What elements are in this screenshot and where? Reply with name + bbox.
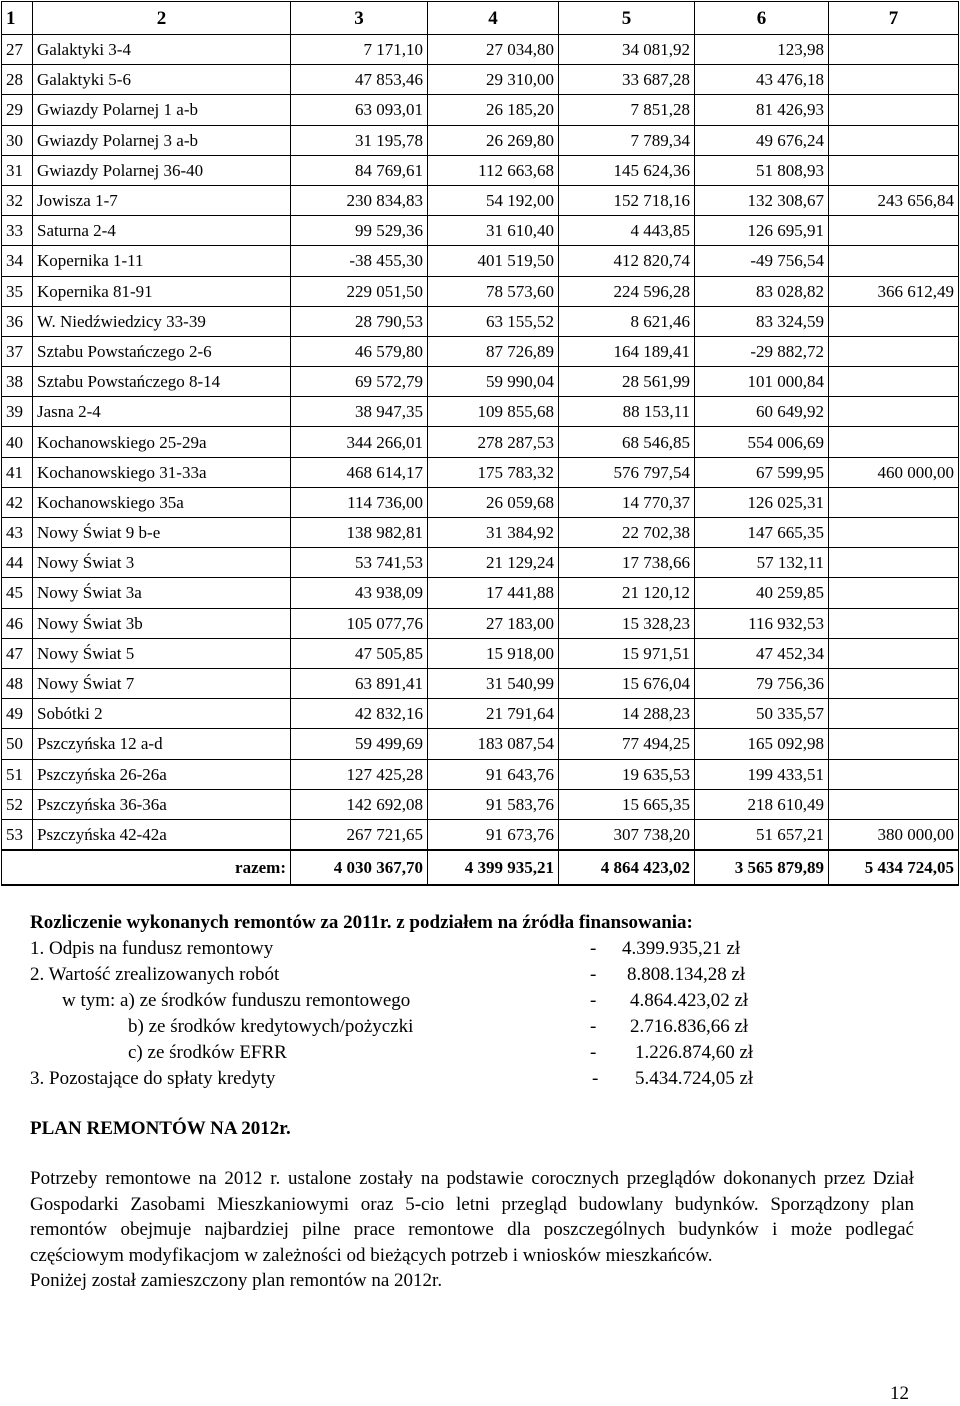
table-row: [2, 457, 959, 487]
amount-cell: [829, 306, 959, 336]
amount-cell: 17 441,88: [428, 578, 559, 608]
amount-cell: [829, 608, 959, 638]
table-row: [2, 608, 959, 638]
table-row: [2, 125, 959, 155]
amount-cell: 59 990,04: [428, 367, 559, 397]
row-number-cell: 34: [2, 246, 33, 276]
amount-cell: 67 599,95: [695, 457, 829, 487]
amount-cell: 28 790,53: [291, 306, 428, 336]
address-cell: Kochanowskiego 25-29a: [33, 427, 291, 457]
address-cell: Gwiazdy Polarnej 36-40: [33, 155, 291, 185]
amount-cell: 14 288,23: [559, 699, 695, 729]
row-number-cell: 45: [2, 578, 33, 608]
amount-cell: 34 081,92: [559, 35, 695, 65]
summary-amount: 4.399.935,21 zł: [622, 938, 741, 959]
summary-line-text: c) ze środków EFRR: [128, 1042, 287, 1063]
table-row: [2, 65, 959, 95]
table-row: [2, 216, 959, 246]
summary-title: Rozliczenie wykonanych remontów za 2011r. z podziałem na źródła finansowania:: [30, 912, 693, 933]
amount-cell: 147 665,35: [695, 518, 829, 548]
amount-cell: 31 610,40: [428, 216, 559, 246]
amount-cell: 63 891,41: [291, 668, 428, 698]
amount-cell: 126 025,31: [695, 487, 829, 517]
address-cell: Nowy Świat 3a: [33, 578, 291, 608]
summary-line: [30, 1014, 930, 1040]
summary-line-text: w tym: a) ze środków funduszu remontowego: [62, 990, 411, 1011]
amount-cell: 40 259,85: [695, 578, 829, 608]
address-cell: Sztabu Powstańczego 8-14: [33, 367, 291, 397]
amount-cell: [829, 518, 959, 548]
amount-cell: [829, 427, 959, 457]
settlement-summary: [30, 910, 930, 1092]
amount-cell: 380 000,00: [829, 819, 959, 850]
amount-cell: 243 656,84: [829, 185, 959, 215]
amount-cell: [829, 216, 959, 246]
address-cell: Gwiazdy Polarnej 1 a-b: [33, 95, 291, 125]
amount-cell: 145 624,36: [559, 155, 695, 185]
amount-cell: [829, 65, 959, 95]
row-number-cell: 39: [2, 397, 33, 427]
amount-cell: 15 665,35: [559, 789, 695, 819]
amount-cell: 79 756,36: [695, 668, 829, 698]
address-cell: Kopernika 81-91: [33, 276, 291, 306]
amount-cell: [829, 578, 959, 608]
table-row: [2, 427, 959, 457]
summary-dash: -: [590, 938, 597, 959]
amount-cell: 69 572,79: [291, 367, 428, 397]
amount-cell: 81 426,93: [695, 95, 829, 125]
address-cell: Galaktyki 3-4: [33, 35, 291, 65]
address-cell: Gwiazdy Polarnej 3 a-b: [33, 125, 291, 155]
amount-cell: 15 918,00: [428, 638, 559, 668]
amount-cell: [829, 638, 959, 668]
amount-cell: -38 455,30: [291, 246, 428, 276]
row-number-cell: 29: [2, 95, 33, 125]
address-cell: Pszczyńska 26-26a: [33, 759, 291, 789]
amount-cell: 401 519,50: [428, 246, 559, 276]
row-number-cell: 40: [2, 427, 33, 457]
amount-cell: 63 155,52: [428, 306, 559, 336]
amount-cell: 38 947,35: [291, 397, 428, 427]
table-row: [2, 246, 959, 276]
summary-line: [30, 988, 930, 1014]
summary-dash: -: [592, 1068, 599, 1089]
address-cell: Jowisza 1-7: [33, 185, 291, 215]
amount-cell: 127 425,28: [291, 759, 428, 789]
total-value: 4 399 935,21: [428, 850, 559, 885]
summary-line: [30, 936, 930, 962]
amount-cell: 21 129,24: [428, 548, 559, 578]
row-number-cell: 32: [2, 185, 33, 215]
address-cell: Saturna 2-4: [33, 216, 291, 246]
amount-cell: -49 756,54: [695, 246, 829, 276]
amount-cell: 19 635,53: [559, 759, 695, 789]
amount-cell: 307 738,20: [559, 819, 695, 850]
amount-cell: 267 721,65: [291, 819, 428, 850]
address-cell: Pszczyńska 42-42a: [33, 819, 291, 850]
address-cell: Pszczyńska 12 a-d: [33, 729, 291, 759]
amount-cell: 33 687,28: [559, 65, 695, 95]
amount-cell: 31 384,92: [428, 518, 559, 548]
amount-cell: 15 676,04: [559, 668, 695, 698]
row-number-cell: 36: [2, 306, 33, 336]
table-row: [2, 578, 959, 608]
amount-cell: 116 932,53: [695, 608, 829, 638]
amount-cell: 576 797,54: [559, 457, 695, 487]
amount-cell: 4 443,85: [559, 216, 695, 246]
repairs-table: [1, 1, 959, 886]
summary-amount: 2.716.836,66 zł: [630, 1016, 749, 1037]
address-cell: Nowy Świat 3b: [33, 608, 291, 638]
amount-cell: [829, 668, 959, 698]
address-cell: Kochanowskiego 31-33a: [33, 457, 291, 487]
amount-cell: 8 621,46: [559, 306, 695, 336]
amount-cell: 114 736,00: [291, 487, 428, 517]
row-number-cell: 46: [2, 608, 33, 638]
total-label: razem:: [33, 850, 291, 885]
table-row: [2, 336, 959, 366]
amount-cell: 165 092,98: [695, 729, 829, 759]
address-cell: Kopernika 1-11: [33, 246, 291, 276]
amount-cell: 50 335,57: [695, 699, 829, 729]
amount-cell: [829, 95, 959, 125]
amount-cell: 460 000,00: [829, 457, 959, 487]
amount-cell: 27 034,80: [428, 35, 559, 65]
amount-cell: 83 028,82: [695, 276, 829, 306]
amount-cell: [829, 789, 959, 819]
amount-cell: 15 971,51: [559, 638, 695, 668]
summary-amount: 5.434.724,05 zł: [635, 1068, 754, 1089]
row-number-cell: 47: [2, 638, 33, 668]
address-cell: Nowy Świat 7: [33, 668, 291, 698]
amount-cell: 224 596,28: [559, 276, 695, 306]
header-cell: 5: [559, 2, 695, 35]
amount-cell: 183 087,54: [428, 729, 559, 759]
table-row: [2, 487, 959, 517]
address-cell: Nowy Świat 3: [33, 548, 291, 578]
amount-cell: 43 476,18: [695, 65, 829, 95]
table-row: [2, 819, 959, 850]
table-row: [2, 95, 959, 125]
row-number-cell: 31: [2, 155, 33, 185]
summary-dash: -: [590, 964, 597, 985]
amount-cell: 54 192,00: [428, 185, 559, 215]
table-row: [2, 759, 959, 789]
amount-cell: 99 529,36: [291, 216, 428, 246]
table-row: [2, 729, 959, 759]
amount-cell: 554 006,69: [695, 427, 829, 457]
row-number-cell: 48: [2, 668, 33, 698]
address-cell: Sobótki 2: [33, 699, 291, 729]
amount-cell: 17 738,66: [559, 548, 695, 578]
row-number-cell: 42: [2, 487, 33, 517]
total-value: 3 565 879,89: [695, 850, 829, 885]
plan-paragraph-note: Poniżej został zamieszczony plan remontów na 2012r.: [30, 1270, 443, 1292]
amount-cell: 142 692,08: [291, 789, 428, 819]
table-row: [2, 306, 959, 336]
amount-cell: 87 726,89: [428, 336, 559, 366]
amount-cell: [829, 125, 959, 155]
amount-cell: 109 855,68: [428, 397, 559, 427]
amount-cell: 51 808,93: [695, 155, 829, 185]
table-row: [2, 185, 959, 215]
amount-cell: 31 195,78: [291, 125, 428, 155]
table-row: [2, 789, 959, 819]
amount-cell: 26 269,80: [428, 125, 559, 155]
address-cell: Jasna 2-4: [33, 397, 291, 427]
table-row: [2, 668, 959, 698]
summary-line-text: b) ze środków kredytowych/pożyczki: [128, 1016, 414, 1037]
summary-amount: 1.226.874,60 zł: [635, 1042, 754, 1063]
header-cell: 4: [428, 2, 559, 35]
amount-cell: 31 540,99: [428, 668, 559, 698]
address-cell: Nowy Świat 5: [33, 638, 291, 668]
amount-cell: 22 702,38: [559, 518, 695, 548]
amount-cell: 91 583,76: [428, 789, 559, 819]
amount-cell: 132 308,67: [695, 185, 829, 215]
amount-cell: 344 266,01: [291, 427, 428, 457]
summary-line-text: 2. Wartość zrealizowanych robót: [30, 964, 280, 985]
summary-amount: 8.808.134,28 zł: [627, 964, 746, 985]
amount-cell: 26 059,68: [428, 487, 559, 517]
header-cell: 1: [2, 2, 33, 35]
address-cell: Pszczyńska 36-36a: [33, 789, 291, 819]
amount-cell: 60 649,92: [695, 397, 829, 427]
header-cell: 7: [829, 2, 959, 35]
amount-cell: 7 789,34: [559, 125, 695, 155]
amount-cell: 105 077,76: [291, 608, 428, 638]
amount-cell: 47 505,85: [291, 638, 428, 668]
amount-cell: 63 093,01: [291, 95, 428, 125]
total-value: 4 030 367,70: [291, 850, 428, 885]
amount-cell: 78 573,60: [428, 276, 559, 306]
amount-cell: 7 171,10: [291, 35, 428, 65]
amount-cell: 21 120,12: [559, 578, 695, 608]
summary-line-text: 3. Pozostające do spłaty kredyty: [30, 1068, 276, 1089]
amount-cell: 43 938,09: [291, 578, 428, 608]
amount-cell: 42 832,16: [291, 699, 428, 729]
amount-cell: 7 851,28: [559, 95, 695, 125]
address-cell: W. Niedźwiedzicy 33-39: [33, 306, 291, 336]
table-row: [2, 276, 959, 306]
amount-cell: 468 614,17: [291, 457, 428, 487]
amount-cell: 47 853,46: [291, 65, 428, 95]
amount-cell: [829, 397, 959, 427]
total-row: [2, 850, 959, 885]
row-number-cell: 38: [2, 367, 33, 397]
amount-cell: 53 741,53: [291, 548, 428, 578]
amount-cell: 366 612,49: [829, 276, 959, 306]
amount-cell: 152 718,16: [559, 185, 695, 215]
plan-paragraph: Potrzeby remontowe na 2012 r. ustalone zostały na podstawie corocznych przeglądów dokonanych przez Dział Gospodarki Zasobami Mieszkaniowymi oraz 5-cio letni przegląd budowlany budynków. Sporządzony plan remontów obejmuje najbardziej pilne prace remontowe dla poszczególnych budynków i może podlegać częściowym modyfikacjom w zależności od bieżących potrzeb i wniosków mieszkańców.: [30, 1168, 914, 1266]
row-number-cell: 27: [2, 35, 33, 65]
amount-cell: [829, 548, 959, 578]
amount-cell: 28 561,99: [559, 367, 695, 397]
row-number-cell: 53: [2, 819, 33, 850]
header-cell: 2: [33, 2, 291, 35]
amount-cell: 229 051,50: [291, 276, 428, 306]
amount-cell: [829, 246, 959, 276]
amount-cell: 84 769,61: [291, 155, 428, 185]
amount-cell: 218 610,49: [695, 789, 829, 819]
amount-cell: 112 663,68: [428, 155, 559, 185]
summary-line-text: 1. Odpis na fundusz remontowy: [30, 938, 274, 959]
table-row: [2, 155, 959, 185]
amount-cell: 27 183,00: [428, 608, 559, 638]
amount-cell: 29 310,00: [428, 65, 559, 95]
page-number: 12: [890, 1383, 909, 1404]
header-cell: 6: [695, 2, 829, 35]
address-cell: Nowy Świat 9 b-e: [33, 518, 291, 548]
address-cell: Sztabu Powstańczego 2-6: [33, 336, 291, 366]
row-number-cell: 41: [2, 457, 33, 487]
row-number-cell: 33: [2, 216, 33, 246]
row-number-cell: 52: [2, 789, 33, 819]
amount-cell: 91 643,76: [428, 759, 559, 789]
row-number-cell: 50: [2, 729, 33, 759]
table-row: [2, 638, 959, 668]
table-row: [2, 699, 959, 729]
summary-dash: -: [590, 990, 597, 1011]
amount-cell: 412 820,74: [559, 246, 695, 276]
amount-cell: 123,98: [695, 35, 829, 65]
table-row: [2, 35, 959, 65]
amount-cell: 15 328,23: [559, 608, 695, 638]
row-number-cell: 44: [2, 548, 33, 578]
summary-dash: -: [590, 1042, 597, 1063]
address-cell: Kochanowskiego 35a: [33, 487, 291, 517]
summary-dash: -: [590, 1016, 597, 1037]
amount-cell: [829, 336, 959, 366]
amount-cell: 230 834,83: [291, 185, 428, 215]
row-number-cell: 35: [2, 276, 33, 306]
address-cell: Galaktyki 5-6: [33, 65, 291, 95]
total-value: 4 864 423,02: [559, 850, 695, 885]
amount-cell: [829, 729, 959, 759]
row-number-cell: 49: [2, 699, 33, 729]
header-cell: 3: [291, 2, 428, 35]
row-number-cell: 30: [2, 125, 33, 155]
amount-cell: 46 579,80: [291, 336, 428, 366]
row-number-cell: 51: [2, 759, 33, 789]
table-header-row: [2, 2, 959, 35]
summary-line: [30, 1066, 930, 1092]
total-value: 5 434 724,05: [829, 850, 959, 885]
amount-cell: 14 770,37: [559, 487, 695, 517]
amount-cell: 88 153,11: [559, 397, 695, 427]
row-number-cell: 37: [2, 336, 33, 366]
amount-cell: 47 452,34: [695, 638, 829, 668]
amount-cell: 278 287,53: [428, 427, 559, 457]
amount-cell: 91 673,76: [428, 819, 559, 850]
amount-cell: [829, 367, 959, 397]
amount-cell: [829, 155, 959, 185]
amount-cell: [829, 759, 959, 789]
amount-cell: -29 882,72: [695, 336, 829, 366]
amount-cell: [829, 487, 959, 517]
plan-title: PLAN REMONTÓW NA 2012r.: [30, 1118, 291, 1139]
row-number-cell: 28: [2, 65, 33, 95]
total-blank-cell: [2, 850, 33, 885]
amount-cell: 51 657,21: [695, 819, 829, 850]
amount-cell: 59 499,69: [291, 729, 428, 759]
summary-line: [30, 962, 930, 988]
summary-line: [30, 1040, 930, 1066]
row-number-cell: 43: [2, 518, 33, 548]
amount-cell: 101 000,84: [695, 367, 829, 397]
amount-cell: 164 189,41: [559, 336, 695, 366]
summary-amount: 4.864.423,02 zł: [630, 990, 749, 1011]
amount-cell: 21 791,64: [428, 699, 559, 729]
amount-cell: [829, 699, 959, 729]
amount-cell: 175 783,32: [428, 457, 559, 487]
amount-cell: 199 433,51: [695, 759, 829, 789]
amount-cell: 83 324,59: [695, 306, 829, 336]
amount-cell: 49 676,24: [695, 125, 829, 155]
table-row: [2, 518, 959, 548]
amount-cell: 77 494,25: [559, 729, 695, 759]
table-row: [2, 397, 959, 427]
table-row: [2, 548, 959, 578]
table-row: [2, 367, 959, 397]
amount-cell: 138 982,81: [291, 518, 428, 548]
amount-cell: 68 546,85: [559, 427, 695, 457]
amount-cell: 126 695,91: [695, 216, 829, 246]
plan-description: [30, 1166, 914, 1294]
amount-cell: [829, 35, 959, 65]
amount-cell: 57 132,11: [695, 548, 829, 578]
amount-cell: 26 185,20: [428, 95, 559, 125]
